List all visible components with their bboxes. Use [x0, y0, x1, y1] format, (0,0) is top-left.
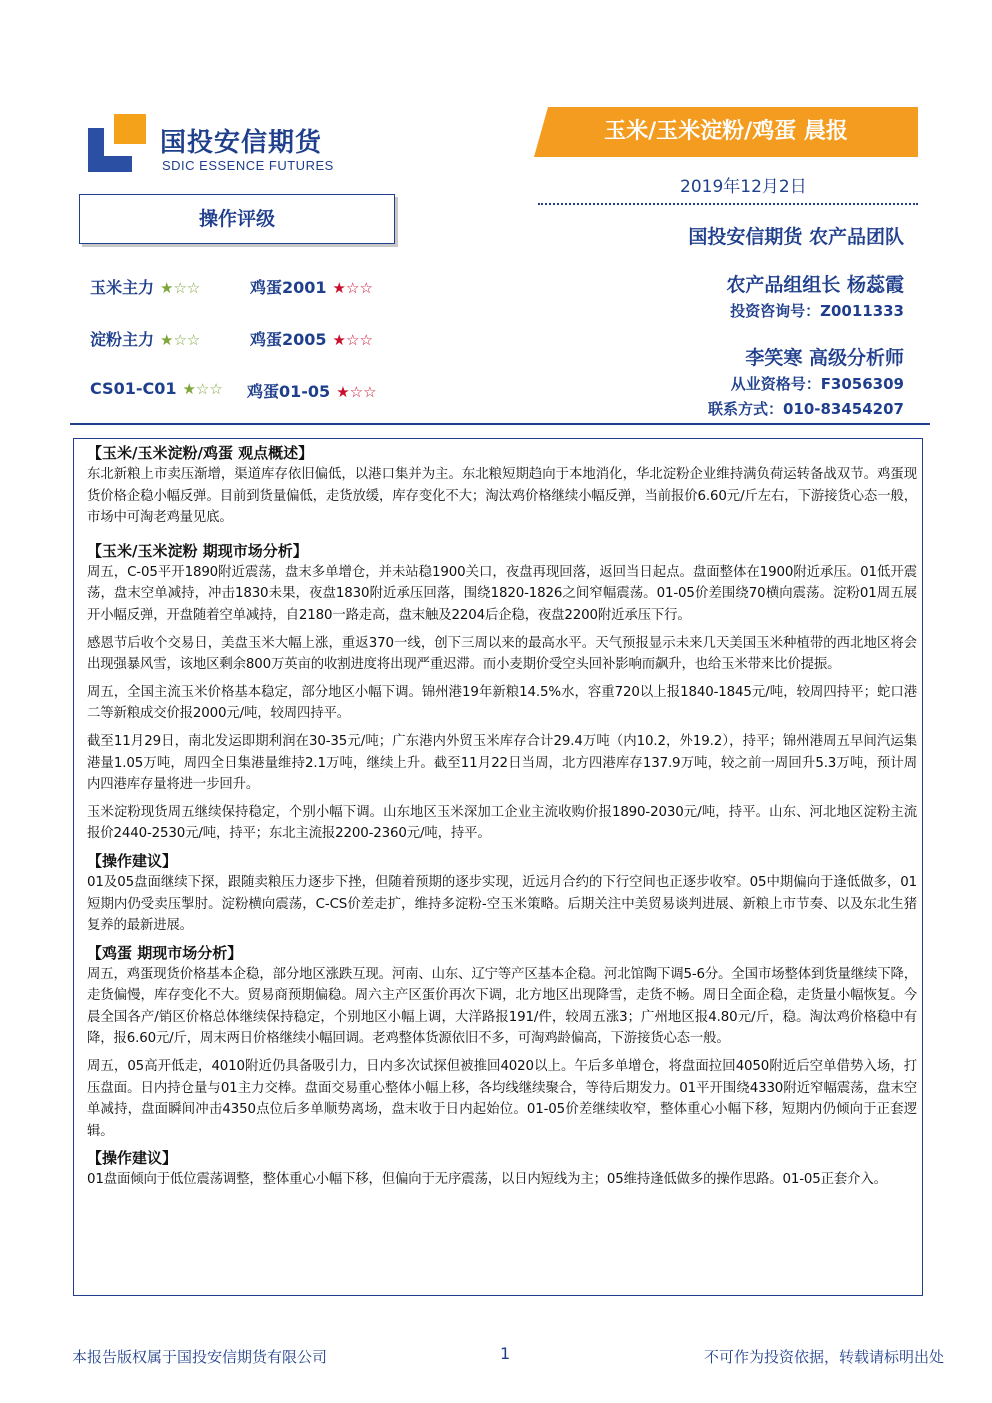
rating-label: CS01-C01	[90, 379, 177, 398]
section-title-corn: 【玉米/玉米淀粉 期现市场分析】	[87, 541, 308, 560]
rating-stars-icon: ★☆☆	[336, 383, 377, 401]
paragraph: 周五，05高开低走，4010附近仍具备吸引力，日内多次试探但被推回4020以上。午后多单增仓，将盘面拉回4050附近后空单借势入场，打压盘面。日内持仓量与01主力交棒。盘面交易重心整体小幅上移，各均线继续聚合，等待后期发力。01平开围绕4330附近窄幅震荡，盘末空单减持，盘面瞬间冲击4350点位后多单顺势离场，盘末收于日内起始位。01-05价差继续收窄，整体重心小幅下移，短期内仍倾向于正套逻辑。	[87, 1059, 917, 1139]
rating-item	[250, 327, 373, 350]
rating-label: 鸡蛋2005	[250, 330, 327, 349]
report-date: 2019年12月2日	[680, 177, 807, 197]
analyst2-title: 李笑寒 高级分析师	[745, 347, 904, 369]
paragraph: 东北新粮上市卖压渐增，渠道库存依旧偏低，以港口集并为主。东北粮短期趋向于本地消化，华北淀粉企业维持满负荷运转备战双节。鸡蛋现货价格企稳小幅反弹。目前到货量偏低，走货放缓，库存变化不大；淘汰鸡价格继续小幅反弹，当前报价6.60元/斤左右，下游接货心态一般，市场中可淘老鸡量见底。	[87, 467, 917, 526]
paragraph: 截至11月29日，南北发运即期利润在30-35元/吨；广东港内外贸玉米库存合计29.4万吨（内10.2，外19.2），持平；锦州港周五早间汽运集港量1.05万吨，周四全日集港量维持2.1万吨，继续上升。截至11月22日当周，北方四港库存137.9万吨，较之前一周回升5.3万吨，预计周内四港库存量将进一步回升。	[87, 733, 917, 793]
paragraph: 周五，C-05平开1890附近震荡，盘末多单增仓，并未站稳1900关口，夜盘再现回落，返回当日起点。盘面整体在1900附近承压。01低开震荡，盘末空单减持，冲击1830未果，夜盘1830附近承压回落，围绕1820-1826之间窄幅震荡。01-05价差围绕70横向震荡。淀粉01周五展开小幅反弹，开盘随着空单减持，自2180一路走高，盘末触及2204后企稳，夜盘2200附近承压下行。	[87, 564, 917, 623]
paragraph: 01盘面倾向于低位震荡调整，整体重心小幅下移，但偏向于无序震荡，以日内短线为主；05维持逢低做多的操作思路。01-05正套介入。	[87, 1172, 887, 1188]
logo-mark-icon	[88, 114, 146, 172]
analyst1-title: 农产品组组长 杨蕊霞	[726, 274, 904, 296]
rating-item	[250, 275, 373, 298]
rating-label: 淀粉主力	[90, 330, 155, 349]
section-title-overview: 【玉米/玉米淀粉/鸡蛋 观点概述】	[87, 444, 314, 462]
analyst1-cert: 投资咨询号：Z0011333	[730, 302, 904, 320]
dotted-divider	[538, 203, 918, 205]
logo-cn-text: 国投安信期货	[160, 128, 323, 158]
logo-en-text: SDIC ESSENCE FUTURES	[162, 158, 334, 173]
rating-stars-icon: ★☆☆	[160, 279, 201, 297]
rating-stars-icon: ★☆☆	[160, 331, 201, 349]
report-banner	[534, 107, 918, 157]
paragraph: 周五，全国主流玉米价格基本稳定，部分地区小幅下调。锦州港19年新粮14.5%水，容重720以上报1840-1845元/吨，较周四持平；蛇口港二等新粮成交价报2000元/吨，较周四持平。	[87, 684, 917, 722]
section-title-advice: 【操作建议】	[87, 1149, 178, 1168]
rating-header: 操作评级	[79, 194, 395, 244]
rating-item	[90, 275, 200, 298]
team-name: 国投安信期货 农产品团队	[688, 226, 904, 248]
paragraph: 感恩节后收个交易日，美盘玉米大幅上涨，重返370一线，创下三周以来的最高水平。天气预报显示未来几天美国玉米种植带的西北地区将会出现强暴风雪，该地区剩余800万英亩的收割进度将出现严重迟滞。而小麦期价受空头回补影响而飙升，也给玉米带来比价提振。	[87, 635, 917, 673]
rating-stars-icon: ★☆☆	[332, 279, 373, 297]
rating-stars-icon: ★☆☆	[182, 380, 223, 398]
header-divider	[70, 423, 930, 425]
section-title-advice: 【操作建议】	[87, 851, 178, 870]
report-body	[87, 443, 917, 1191]
rating-item	[247, 379, 377, 402]
rating-label: 鸡蛋2001	[250, 278, 327, 297]
paragraph: 01及05盘面继续下探，跟随卖粮压力逐步下挫，但随着预期的逐步实现，近远月合约的下行空间也正逐步收窄。05中期偏向于逢低做多，01短期内仍受卖压掣肘。淀粉横向震荡，C-CS价差走扩，维持多淀粉-空玉米策略。后期关注中美贸易谈判进展、新粮上市节奏、以及东北生猪复养的最新进展。	[87, 874, 917, 934]
analyst2-contact: 联系方式：010-83454207	[707, 400, 904, 418]
analyst2-cert: 从业资格号：F3056309	[730, 375, 904, 393]
paragraph: 玉米淀粉现货周五继续保持稳定，个别小幅下调。山东地区玉米深加工企业主流收购价报1890-2030元/吨，持平。山东、河北地区淀粉主流报价2440-2530元/吨，持平；东北主流报2200-2360元/吨，持平。	[87, 804, 917, 842]
banner-title: 玉米/玉米淀粉/鸡蛋 晨报	[604, 119, 848, 144]
rating-stars-icon: ★☆☆	[332, 331, 373, 349]
rating-item	[90, 327, 200, 350]
section-title-egg: 【鸡蛋 期现市场分析】	[87, 943, 243, 962]
footer-disclaimer: 不可作为投资依据，转载请标明出处	[703, 1348, 944, 1366]
rating-label: 鸡蛋01-05	[247, 382, 331, 401]
rating-item	[90, 379, 223, 398]
paragraph: 周五，鸡蛋现货价格基本企稳，部分地区涨跌互现。河南、山东、辽宁等产区基本企稳。河北馆陶下调5-6分。全国市场整体到货量继续下降，走货偏慢，库存变化不大。贸易商预期偏稳。周六主产区蛋价再次下调，北方地区出现降雪，走货不畅。周日全面企稳，走货量小幅恢复。今晨全国各产/销区价格总体继续保持稳定，个别地区小幅上调，大洋路报191/件，较周五涨3；广州地区报4.80元/斤，稳。淘汰鸡价格稳中有降，报6.60元/斤，周末两日价格继续小幅回调。老鸡整体货源依旧不多，可淘鸡龄偏高，下游接货心态一般。	[87, 966, 917, 1047]
page-number: 1	[500, 1344, 511, 1363]
rating-label: 玉米主力	[90, 278, 155, 297]
footer-copyright: 本报告版权属于国投安信期货有限公司	[72, 1348, 328, 1366]
company-logo	[88, 110, 348, 180]
